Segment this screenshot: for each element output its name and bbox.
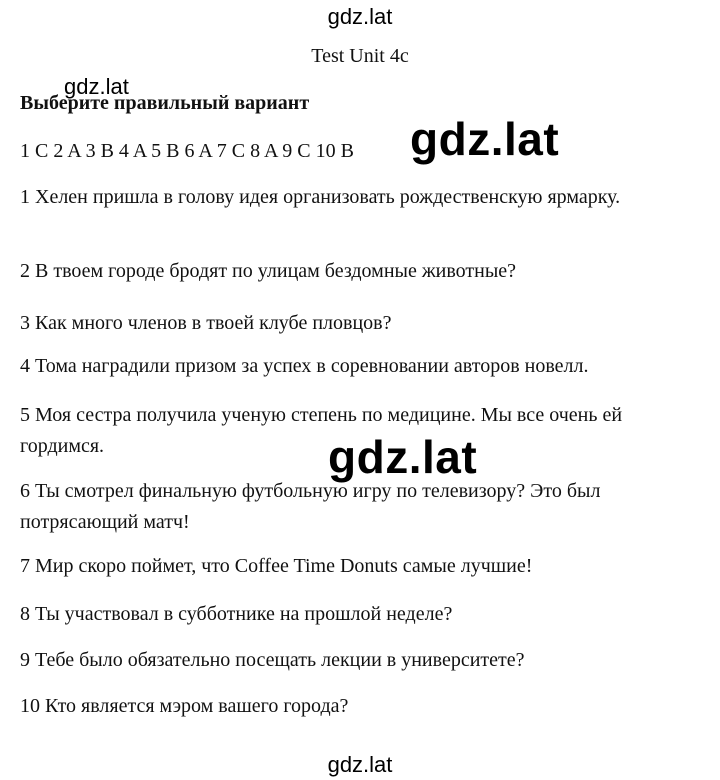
sentence-2: 2 В твоем городе бродят по улицам бездомные животные? — [20, 260, 517, 282]
watermark-bottom: gdz.lat — [327, 752, 393, 777]
answer-key-line: 1 C 2 A 3 B 4 A 5 B 6 A 7 C 8 A 9 C 10 B — [20, 140, 354, 162]
page-title: Test Unit 4c — [311, 45, 409, 67]
sentence-6: 6 Ты смотрел финальную футбольную игру по телевизору? Это был потрясающий матч! — [20, 480, 601, 533]
watermark-left: gdz.lat — [64, 74, 129, 99]
watermark-large-2: gdz.lat — [328, 431, 478, 483]
sentence-4: 4 Тома наградили призом за успех в соревновании авторов новелл. — [20, 355, 589, 377]
sentence-5: 5 Моя сестра получила ученую степень по медицине. Мы все очень ей гордимся. — [20, 404, 623, 457]
sentence-9: 9 Тебе было обязательно посещать лекции в университете? — [20, 649, 525, 671]
instruction-heading: Выберите правильный вариант — [20, 92, 310, 114]
sentence-8: 8 Ты участвовал в субботнике на прошлой неделе? — [20, 603, 453, 625]
watermark-large-1: gdz.lat — [410, 113, 560, 165]
sentence-3: 3 Как много членов в твоей клубе пловцов? — [20, 312, 392, 334]
sentence-10: 10 Кто является мэром вашего города? — [20, 695, 349, 717]
watermark-top: gdz.lat — [327, 4, 393, 29]
sentence-7: 7 Мир скоро поймет, что Coffee Time Donuts самые лучшие! — [20, 555, 533, 577]
sentence-1: 1 Хелен пришла в голову идея организовать рождественскую ярмарку. — [20, 186, 621, 208]
